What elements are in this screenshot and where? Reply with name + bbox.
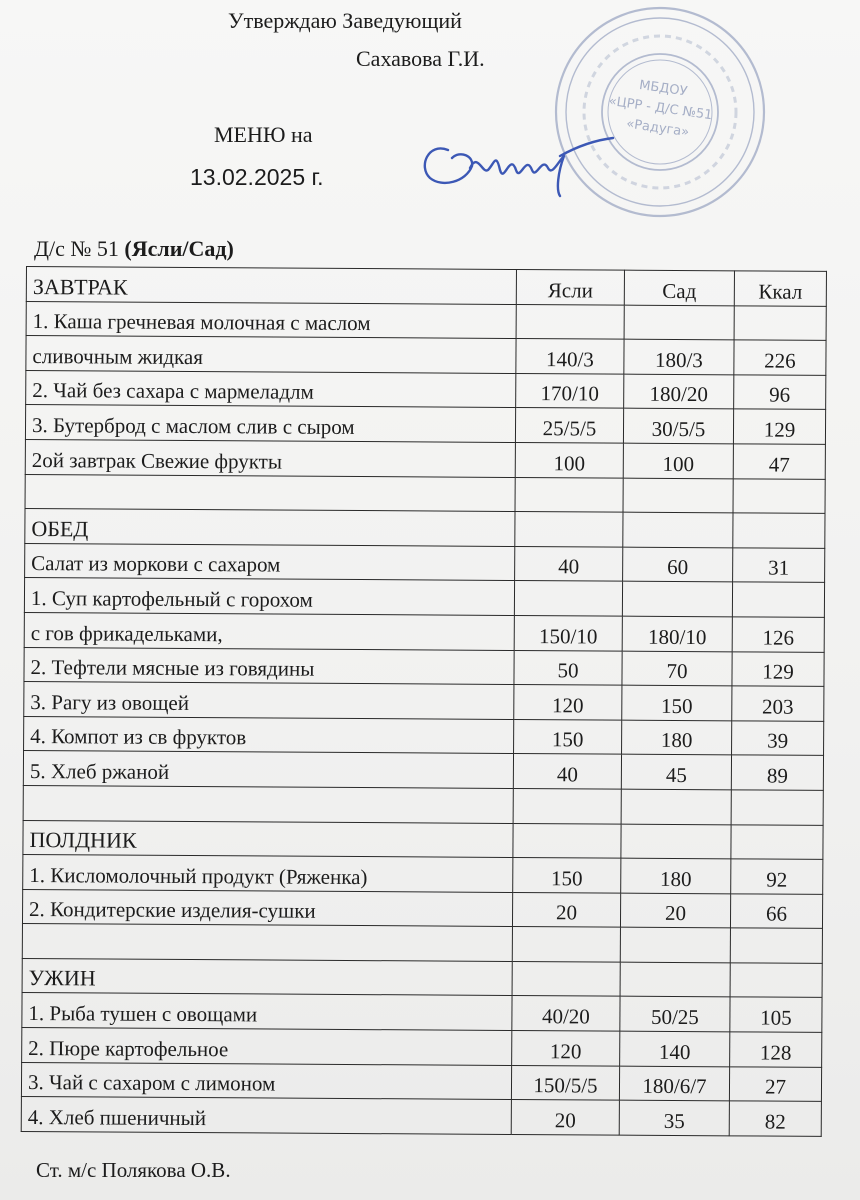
kcal-cell <box>733 478 825 513</box>
sad-portion-cell: 180 <box>622 720 732 755</box>
kcal-cell <box>731 790 823 825</box>
table-row <box>22 993 822 1032</box>
yasli-portion-cell: 40/20 <box>512 996 620 1031</box>
dish-name-cell: 3. Бутерброд с маслом слив с сыром <box>25 405 515 443</box>
section-title: ОБЕД <box>25 509 515 547</box>
table-section-row <box>25 509 825 548</box>
table-section-row <box>22 958 822 997</box>
sad-portion-cell <box>624 305 734 340</box>
sad-portion-cell: 140 <box>620 1031 730 1066</box>
yasli-portion-cell: 150 <box>514 719 622 754</box>
sad-portion-cell <box>623 478 733 513</box>
dish-name-cell <box>22 924 512 962</box>
header-kcal: Ккал <box>734 271 826 306</box>
sad-portion-cell: 50/25 <box>620 997 730 1032</box>
dish-name-cell: с гов фрикадельками, <box>24 612 514 650</box>
kcal-cell <box>731 824 823 859</box>
kcal-cell: 82 <box>729 1101 821 1136</box>
approval-title: Утверждаю Заведующий <box>228 8 462 33</box>
table-row <box>25 543 825 582</box>
dish-name-cell <box>25 474 515 512</box>
dish-name-cell: 2. Чай без сахара с мармеладлм <box>26 370 516 408</box>
approval-name: Сахавова Г.И. <box>356 46 485 71</box>
sad-portion-cell: 180/3 <box>624 339 734 374</box>
header-sad: Сад <box>624 270 734 305</box>
dish-name-cell: 1. Каша гречневая молочная с маслом <box>26 301 516 339</box>
kcal-cell: 47 <box>733 444 825 479</box>
kcal-cell <box>730 963 822 998</box>
table-row <box>22 924 822 963</box>
dish-name-cell: 5. Хлеб ржаной <box>23 751 513 789</box>
kcal-cell: 226 <box>734 340 826 375</box>
kcal-cell: 129 <box>733 409 825 444</box>
section-title: ПОЛДНИК <box>23 820 513 858</box>
dish-name-cell: 2. Пюре картофельное <box>22 1028 512 1066</box>
section-title: УЖИН <box>22 958 512 996</box>
yasli-portion-cell: 150/5/5 <box>511 1065 619 1100</box>
menu-date: 13.02.2025 г. <box>190 164 324 190</box>
signoff-nurse: Ст. м/с Полякова О.В. <box>36 1158 231 1182</box>
table-row <box>25 474 825 513</box>
sad-portion-cell: 180/10 <box>622 616 732 651</box>
table-row <box>23 855 823 894</box>
table-row <box>22 889 822 928</box>
dish-name-cell: 2ой завтрак Свежие фрукты <box>25 439 515 477</box>
yasli-portion-cell: 150 <box>513 858 621 893</box>
menu-table <box>21 266 827 1137</box>
table-row <box>21 1062 821 1101</box>
sad-portion-cell: 45 <box>621 754 731 789</box>
sad-portion-cell: 100 <box>623 443 733 478</box>
dish-name-cell: 1. Суп картофельный с горохом <box>24 578 514 616</box>
yasli-portion-cell <box>513 823 621 858</box>
sad-portion-cell <box>623 512 733 547</box>
sad-portion-cell: 70 <box>622 651 732 686</box>
table-row <box>26 301 826 340</box>
sad-portion-cell: 150 <box>622 685 732 720</box>
dish-name-cell: 3. Рагу из овощей <box>24 682 514 720</box>
table-row <box>25 405 825 444</box>
dish-name-cell: 4. Хлеб пшеничный <box>21 1097 511 1135</box>
yasli-portion-cell <box>516 304 624 339</box>
table-row <box>22 1028 822 1067</box>
yasli-portion-cell <box>515 477 623 512</box>
dish-name-cell: 1. Кисломолочный продукт (Ряженка) <box>23 855 513 893</box>
yasli-portion-cell: 50 <box>514 650 622 685</box>
stamp-line-1: МБДОУ <box>638 77 689 100</box>
kcal-cell <box>733 513 825 548</box>
kcal-cell: 128 <box>730 1032 822 1067</box>
table-row <box>24 612 824 651</box>
table-row <box>24 682 824 721</box>
table-header-row <box>26 267 826 306</box>
table-row <box>25 439 825 478</box>
yasli-portion-cell <box>515 512 623 547</box>
kcal-cell: 105 <box>730 997 822 1032</box>
yasli-portion-cell: 140/3 <box>516 339 624 374</box>
yasli-portion-cell <box>512 961 620 996</box>
yasli-portion-cell: 120 <box>514 685 622 720</box>
kcal-cell: 66 <box>730 894 822 929</box>
institution-number: Д/с № 51 <box>34 236 125 261</box>
table-row <box>21 1097 821 1136</box>
yasli-portion-cell <box>512 927 620 962</box>
kcal-cell: 129 <box>732 651 824 686</box>
sad-portion-cell <box>621 789 731 824</box>
sad-portion-cell: 180/20 <box>624 374 734 409</box>
kcal-cell <box>734 305 826 340</box>
kcal-cell: 203 <box>732 686 824 721</box>
yasli-portion-cell: 120 <box>512 1031 620 1066</box>
yasli-portion-cell <box>513 788 621 823</box>
table-row <box>26 370 826 409</box>
table-row <box>23 751 823 790</box>
yasli-portion-cell: 25/5/5 <box>515 408 623 443</box>
kcal-cell: 92 <box>731 859 823 894</box>
table-row <box>23 785 823 824</box>
kcal-cell: 31 <box>733 548 825 583</box>
sad-portion-cell: 180 <box>621 858 731 893</box>
yasli-portion-cell: 40 <box>515 546 623 581</box>
dish-name-cell <box>23 785 513 823</box>
header-yasli: Ясли <box>516 269 624 304</box>
sad-portion-cell <box>620 927 730 962</box>
yasli-portion-cell: 20 <box>511 1100 619 1135</box>
table-row <box>24 716 824 755</box>
yasli-portion-cell <box>514 581 622 616</box>
kcal-cell: 96 <box>734 375 826 410</box>
table-row <box>24 578 824 617</box>
sad-portion-cell <box>620 962 730 997</box>
table-row <box>26 336 826 375</box>
approval-block <box>228 8 548 78</box>
sad-portion-cell <box>622 581 732 616</box>
stamp-line-2: «ЦРР - Д/С №51 <box>607 93 714 124</box>
sad-portion-cell: 35 <box>619 1100 729 1135</box>
table-row <box>24 647 824 686</box>
dish-name-cell: сливочным жидкая <box>26 336 516 374</box>
menu-title: МЕНЮ на <box>214 122 313 147</box>
table-section-row <box>23 820 823 859</box>
yasli-portion-cell: 100 <box>515 442 623 477</box>
dish-name-cell: 3. Чай с сахаром с лимоном <box>21 1062 511 1100</box>
sad-portion-cell: 20 <box>620 893 730 928</box>
institution-label <box>34 236 234 262</box>
dish-name-cell: Салат из моркови с сахаром <box>25 543 515 581</box>
yasli-portion-cell: 170/10 <box>516 373 624 408</box>
yasli-portion-cell: 20 <box>512 892 620 927</box>
sad-portion-cell <box>621 824 731 859</box>
stamp-line-3: «Радуга» <box>625 116 691 141</box>
dish-name-cell: 2. Тефтели мясные из говядины <box>24 647 514 685</box>
yasli-portion-cell: 150/10 <box>514 615 622 650</box>
institution-groups: (Ясли/Сад) <box>124 236 234 261</box>
kcal-cell: 89 <box>731 755 823 790</box>
sad-portion-cell: 180/6/7 <box>619 1066 729 1101</box>
kcal-cell <box>730 928 822 963</box>
header-breakfast: ЗАВТРАК <box>26 267 516 305</box>
kcal-cell: 126 <box>732 617 824 652</box>
sad-portion-cell: 30/5/5 <box>623 409 733 444</box>
dish-name-cell: 2. Кондитерские изделия-сушки <box>22 889 512 927</box>
sad-portion-cell: 60 <box>623 547 733 582</box>
kcal-cell: 27 <box>729 1066 821 1101</box>
dish-name-cell: 1. Рыба тушен с овощами <box>22 993 512 1031</box>
kcal-cell: 39 <box>732 721 824 756</box>
kcal-cell <box>732 582 824 617</box>
yasli-portion-cell: 40 <box>513 754 621 789</box>
dish-name-cell: 4. Компот из св фруктов <box>24 716 514 754</box>
handwritten-signature <box>408 112 618 202</box>
